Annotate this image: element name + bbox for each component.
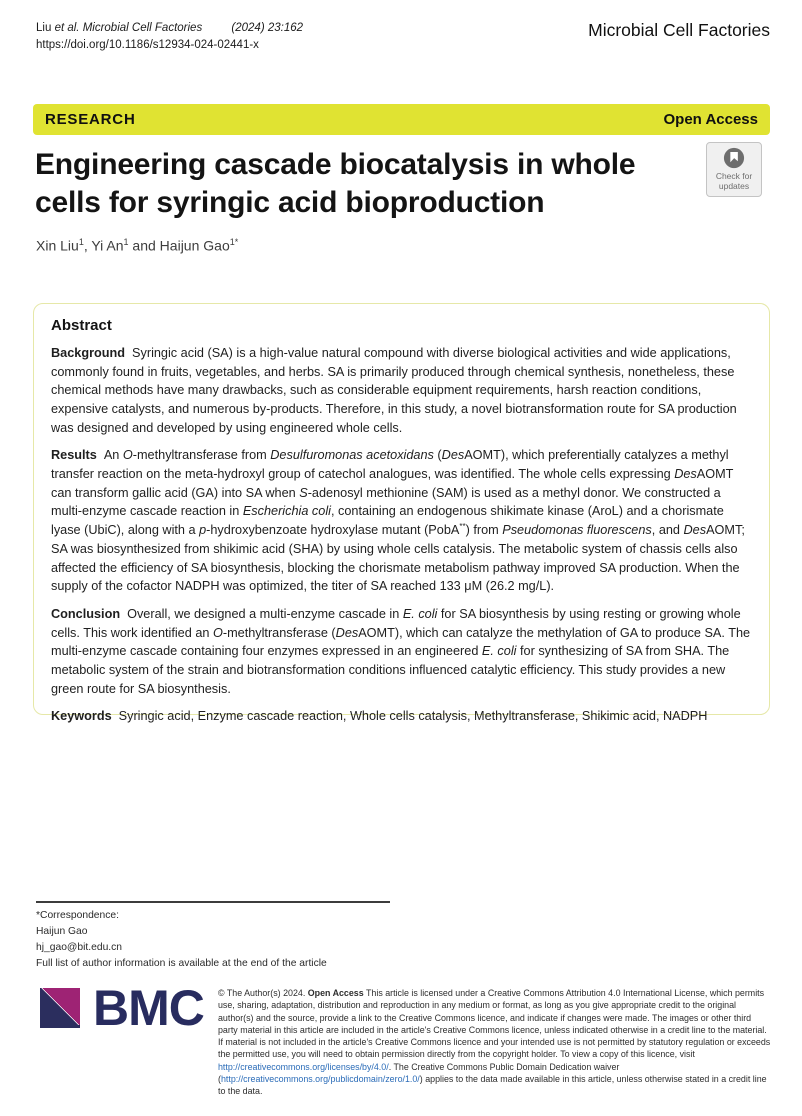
check-for-updates-button[interactable] [706, 142, 762, 197]
section-label-keywords: Keywords [51, 709, 112, 724]
section-text-background: Syringic acid (SA) is a high-value natural compound with diverse biological activities and wide applications, commonly found in fruits, vegetables, and herbs. SA is primarily produced through chemical synthesis, nonetheless, these chemical methods have many drawbacks, such as considerable equipment requirements, harsh reaction conditions, expensive catalysts, and numerous by-products. Therefore, in this study, a novel biotransformation route for SA production was designed and developed by using engineered whole cells. [51, 346, 737, 435]
abstract-heading: Abstract [51, 317, 112, 334]
abstract-results [51, 446, 752, 596]
crossmark-icon [723, 147, 745, 169]
page-title: Engineering cascade biocatalysis in whole cells for syringic acid bioproduction [35, 148, 636, 220]
bmc-logo-icon [40, 988, 80, 1028]
abstract-keywords [51, 707, 752, 726]
license-body-1: This article is licensed under a Creative Commons Attribution 4.0 International License, which permits use, sharing, adaptation, distribution and reproduction in any medium or format, as long as you give appropriate credit to the original author(s) and the source, provide a link to the Creative Commons licence, and indicate if changes were made. The images or other third party material in this article are included in the article's Creative Commons licence, unless indicated otherwise in a credit line to the material. If material is not included in the article's Creative Commons licence and your intended use is not permitted by statutory regulation or exceeds the permitted use, you will need to obtain permission directly from the copyright holder. To view a copy of this licence, visit [218, 988, 771, 1060]
check-updates-text: Check for updates [715, 171, 753, 192]
license-link-cc-by[interactable]: http://creativecommons.org/licenses/by/4.0/ [218, 1061, 389, 1072]
section-text-keywords: Syringic acid, Enzyme cascade reaction, Whole cells catalysis, Methyltransferase, Shikimic acid, NADPH [118, 709, 708, 724]
correspondence-block [36, 908, 327, 972]
license-open-access-label: Open Access [307, 988, 364, 998]
open-access-label: Open Access [663, 111, 758, 128]
section-text-results: An O-methyltransferase from Desulfuromonas acetoxidans (DesAOMT), which preferentially catalyzes a methyl transfer reaction on the meta-hydroxyl group of catechol analogues, was identified. The whole cells expressing DesAOMT can transform gallic acid (GA) into SA when S-adenosyl methionine (SAM) is used as a methyl donor. We constructed a multi-enzyme cascade reaction in Escherichia coli, containing an endogenous shikimate kinase (AroL) and a chorismate lyase (UbiC), along with a p-hydroxybenzoate hydroxylase mutant (PobA**) from Pseudomonas fluorescens, and DesAOMT; SA was biosynthesized from shikimic acid (SHA) by using whole cells catalysis. The metabolic system of chassis cells also affected the efficiency of SA biosynthesis, blocking the chorismate metabolism pathway improved SA production. When the supply of the cofactor NADPH was optimized, the titer of SA reached 133 μM (26.2 mg/L). [51, 448, 745, 594]
abstract-conclusion [51, 605, 752, 698]
section-text-conclusion: Overall, we designed a multi-enzyme cascade in E. coli for SA biosynthesis by using resting or growing whole cells. This work identified an O-methyltransferase (DesAOMT), which can catalyze the methylation of GA to produce SA. The multi-enzyme cascade containing four enzymes expressed in an engineered E. coli for synthesizing of SA from SHA. The metabolic system of the strain and biotransformation conditions influenced catalytic efficiency. This study provides a new green route for SA biosynthesis. [51, 606, 751, 696]
abstract-background [51, 344, 752, 437]
license-body-3: ) applies to the data made available in this article, unless otherwise stated in a credit line to the data. [218, 1073, 767, 1097]
section-label-background: Background [51, 346, 126, 360]
citation-authors: Liu [36, 22, 52, 34]
citation-journal: et al. Microbial Cell Factories [54, 22, 203, 34]
section-label-results: Results [51, 448, 97, 463]
doi-link[interactable]: https://doi.org/10.1186/s12934-024-02441-x [36, 39, 259, 52]
abstract-box [33, 303, 770, 724]
license-body-2: . The Creative Commons Public Domain Dedication waiver ( [218, 1061, 620, 1084]
publisher-logo [40, 980, 204, 1036]
license-link-cc-zero[interactable]: http://creativecommons.org/publicdomain/zero/1.0/ [220, 1073, 420, 1084]
authors-line: Xin Liu$^1$, Yi An$^1$ and Haijun Gao$^{1*}$ [36, 237, 239, 254]
citation-issue: (2024) 23:162 [231, 22, 304, 34]
article-type-label: RESEARCH [45, 111, 136, 128]
correspondence-note: Full list of author information is available at the end of the article [36, 957, 327, 969]
section-label-conclusion: Conclusion [51, 606, 121, 621]
correspondence-name: Haijun Gao [36, 925, 88, 937]
correspondence-divider [36, 901, 390, 903]
license-copyright: © The Author(s) 2024. [218, 988, 306, 998]
correspondence-label: *Correspondence: [36, 910, 119, 921]
license-text [218, 987, 771, 1098]
journal-name: Microbial Cell Factories [588, 20, 770, 40]
citation-line [36, 20, 303, 37]
bmc-logo-text: BMC [93, 980, 204, 1036]
article-type-banner [33, 104, 770, 135]
citation-block [36, 20, 303, 55]
correspondence-email[interactable]: hj_gao@bit.edu.cn [36, 941, 123, 953]
